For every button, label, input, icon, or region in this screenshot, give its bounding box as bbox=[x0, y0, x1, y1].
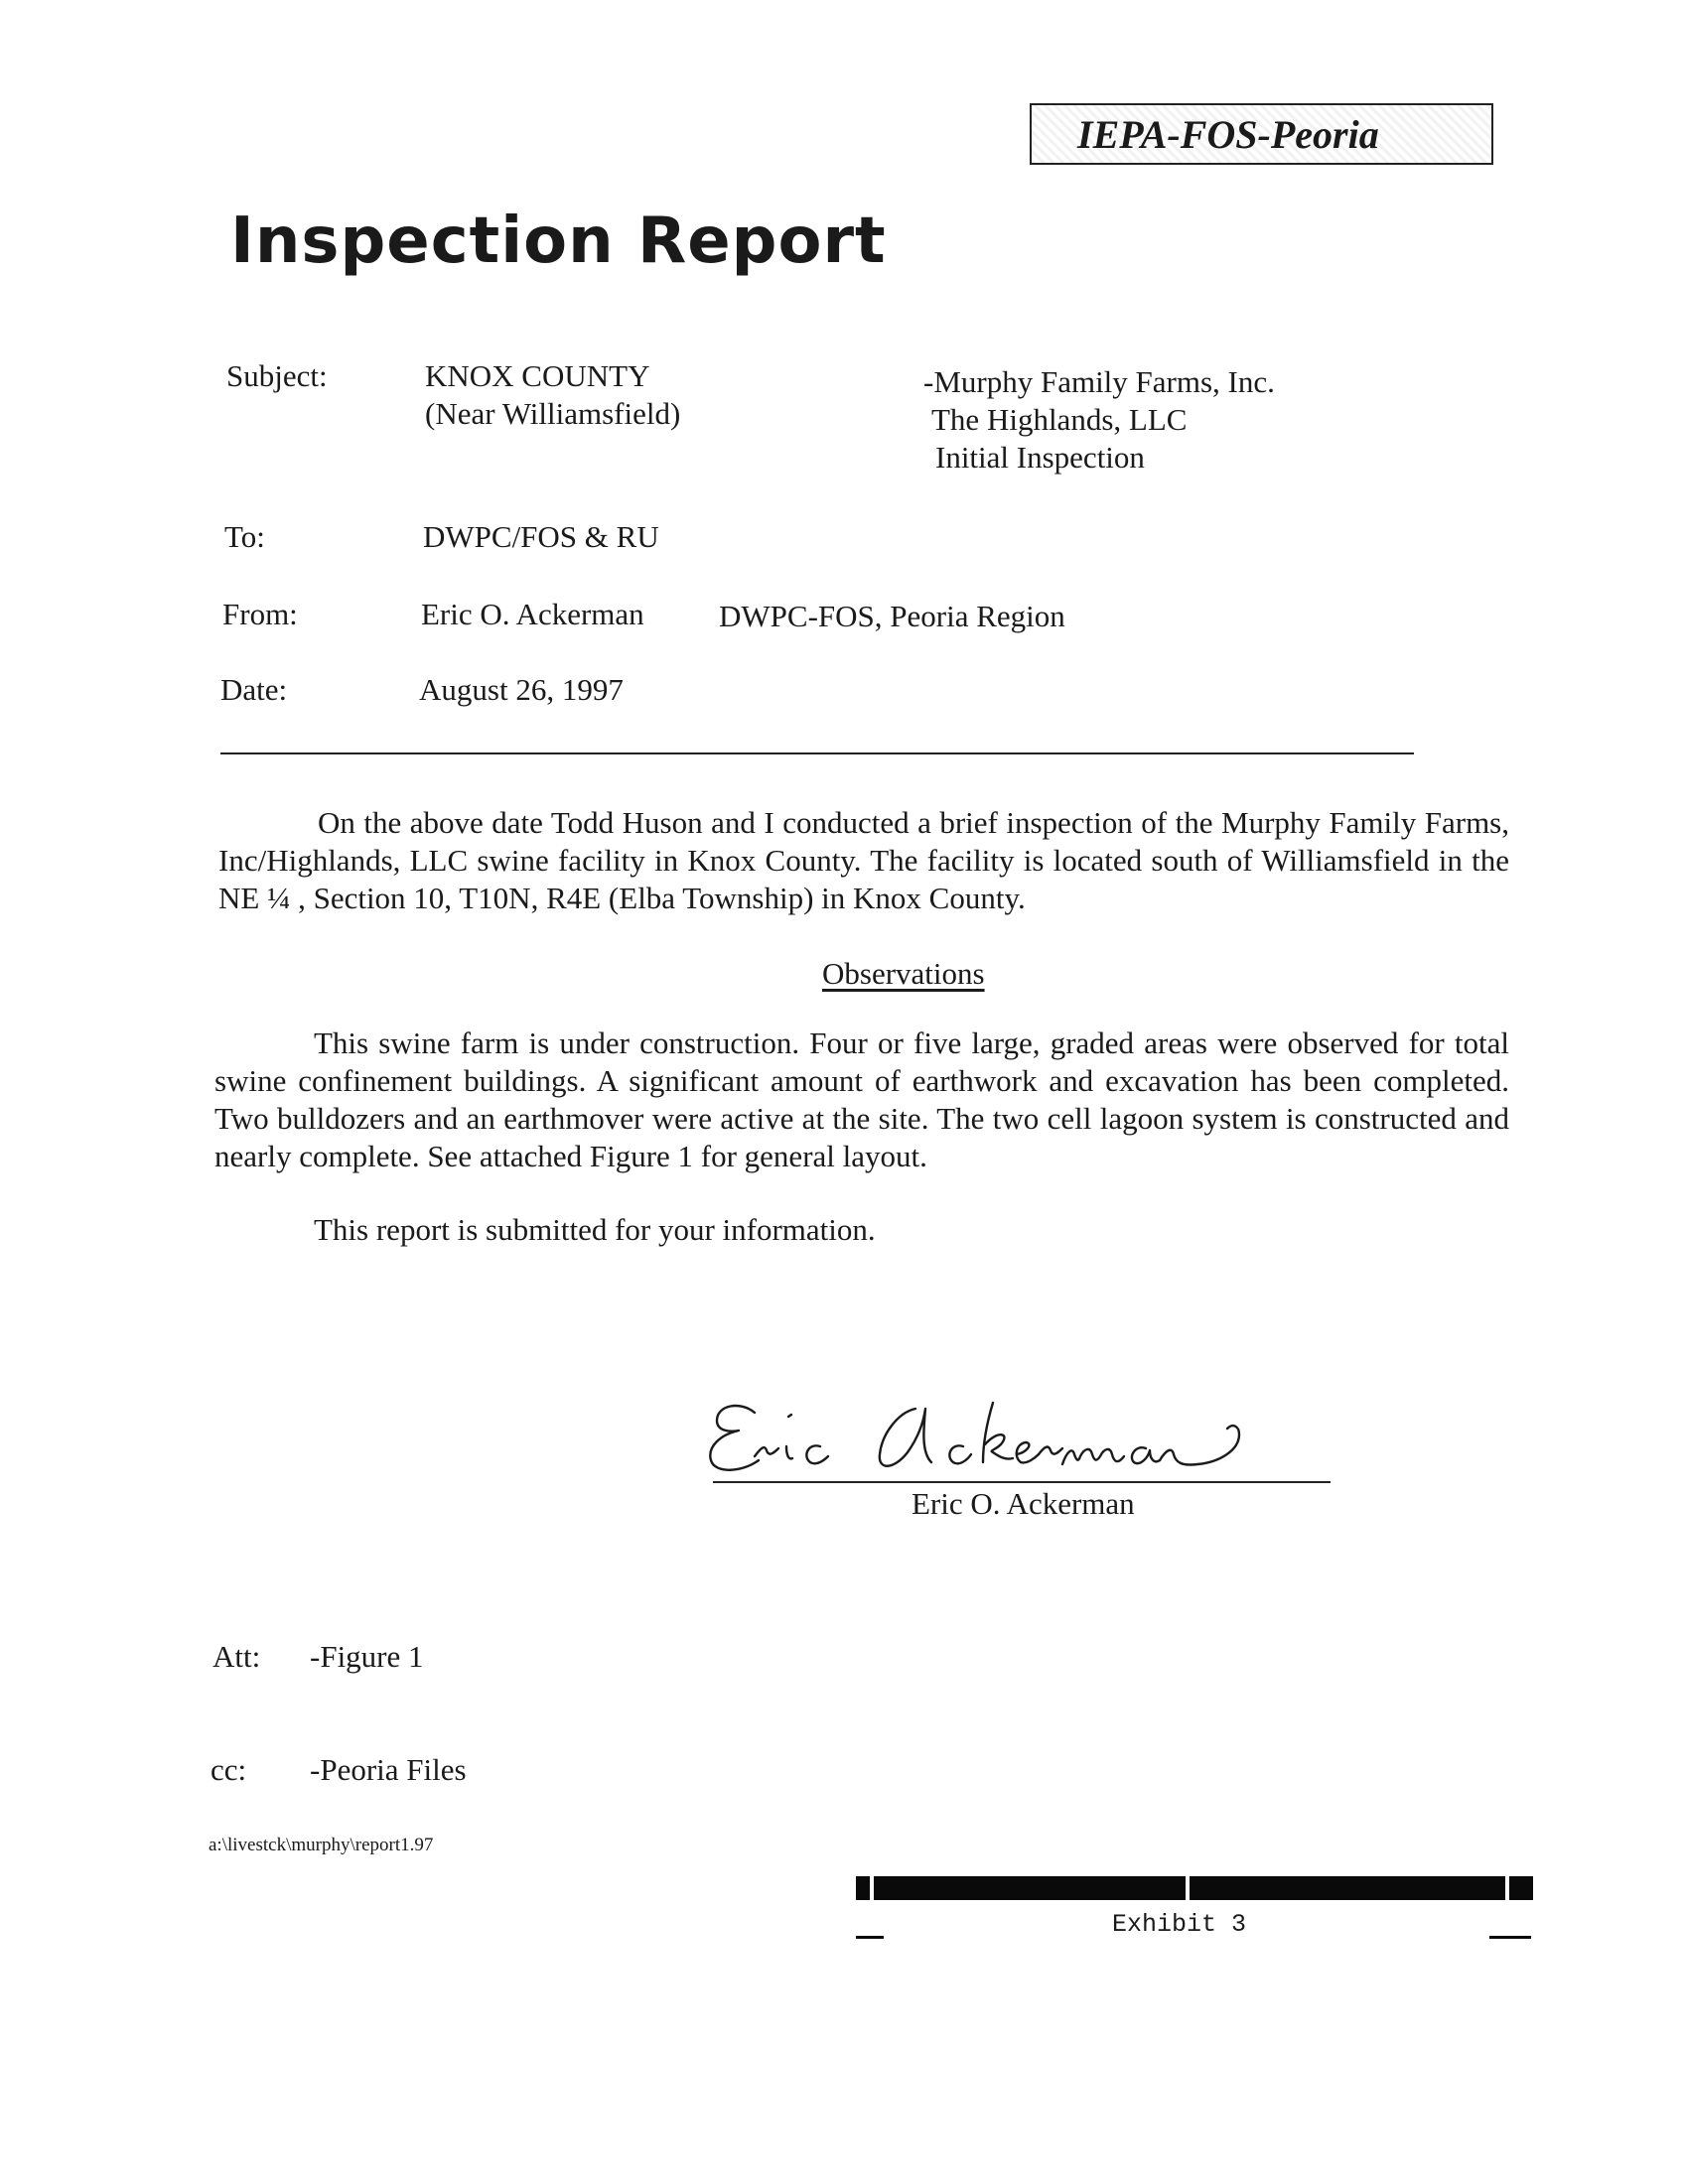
facility-company: The Highlands, LLC bbox=[931, 402, 1188, 437]
closing-paragraph: This report is submitted for your information. bbox=[314, 1212, 876, 1247]
exhibit-label: Exhibit 3 bbox=[1112, 1910, 1247, 1939]
header-divider bbox=[220, 752, 1414, 754]
date-value: August 26, 1997 bbox=[419, 672, 624, 707]
subject-label: Subject: bbox=[226, 358, 328, 393]
agency-stamp-label: IEPA-FOS-Peoria bbox=[1077, 111, 1379, 157]
inspection-type: Initial Inspection bbox=[935, 440, 1145, 475]
printed-name: Eric O. Ackerman bbox=[912, 1486, 1135, 1521]
to-label: To: bbox=[224, 519, 265, 554]
intro-paragraph: On the above date Todd Huson and I conducted a brief inspection of the Murphy Family Farms, Inc/Highlands, LLC swine facility in Knox County. The facility is located south of Williamsfield in the NE ¼ , Section 10, T10N, R4E (Elba Township) in Knox County. bbox=[218, 805, 1509, 915]
observations-heading: Observations bbox=[822, 956, 985, 991]
agency-stamp bbox=[1030, 103, 1493, 165]
exhibit-bar-segment bbox=[874, 1876, 1186, 1900]
observations-paragraph: This swine farm is under construction. Four or five large, graded areas were observed for total swine confinement buildings. A significant amount of earthwork and excavation has been completed. Two bulldozers and an earthmover were active at the site. The two cell lagoon system is constructed and nearly complete. See attached Figure 1 for general layout. bbox=[214, 1025, 1509, 1173]
exhibit-tick-right bbox=[1489, 1936, 1531, 1939]
file-path: a:\livestck\murphy\report1.97 bbox=[209, 1835, 434, 1855]
facility-name: -Murphy Family Farms, Inc. bbox=[923, 364, 1275, 399]
exhibit-tick-left bbox=[856, 1936, 884, 1939]
signature-line bbox=[713, 1481, 1331, 1483]
exhibit-bar-right-tab bbox=[1509, 1876, 1533, 1900]
from-label: From: bbox=[222, 597, 298, 631]
cc-label: cc: bbox=[210, 1752, 247, 1787]
from-name: Eric O. Ackerman bbox=[421, 597, 644, 631]
exhibit-bar-left-tab bbox=[856, 1876, 870, 1900]
signature-text: Eric Ackerman bbox=[703, 1395, 710, 1396]
from-office: DWPC-FOS, Peoria Region bbox=[719, 599, 1065, 633]
date-label: Date: bbox=[220, 672, 288, 707]
to-value: DWPC/FOS & RU bbox=[423, 519, 659, 554]
cc-value: -Peoria Files bbox=[310, 1752, 467, 1787]
subject-location: (Near Williamsfield) bbox=[425, 396, 681, 431]
attachment-value: -Figure 1 bbox=[310, 1639, 424, 1674]
page-title: Inspection Report bbox=[230, 205, 887, 278]
attachment-label: Att: bbox=[212, 1639, 261, 1674]
signature-icon bbox=[703, 1395, 1299, 1484]
exhibit-bar-segment bbox=[1190, 1876, 1505, 1900]
subject-county: KNOX COUNTY bbox=[425, 358, 650, 393]
